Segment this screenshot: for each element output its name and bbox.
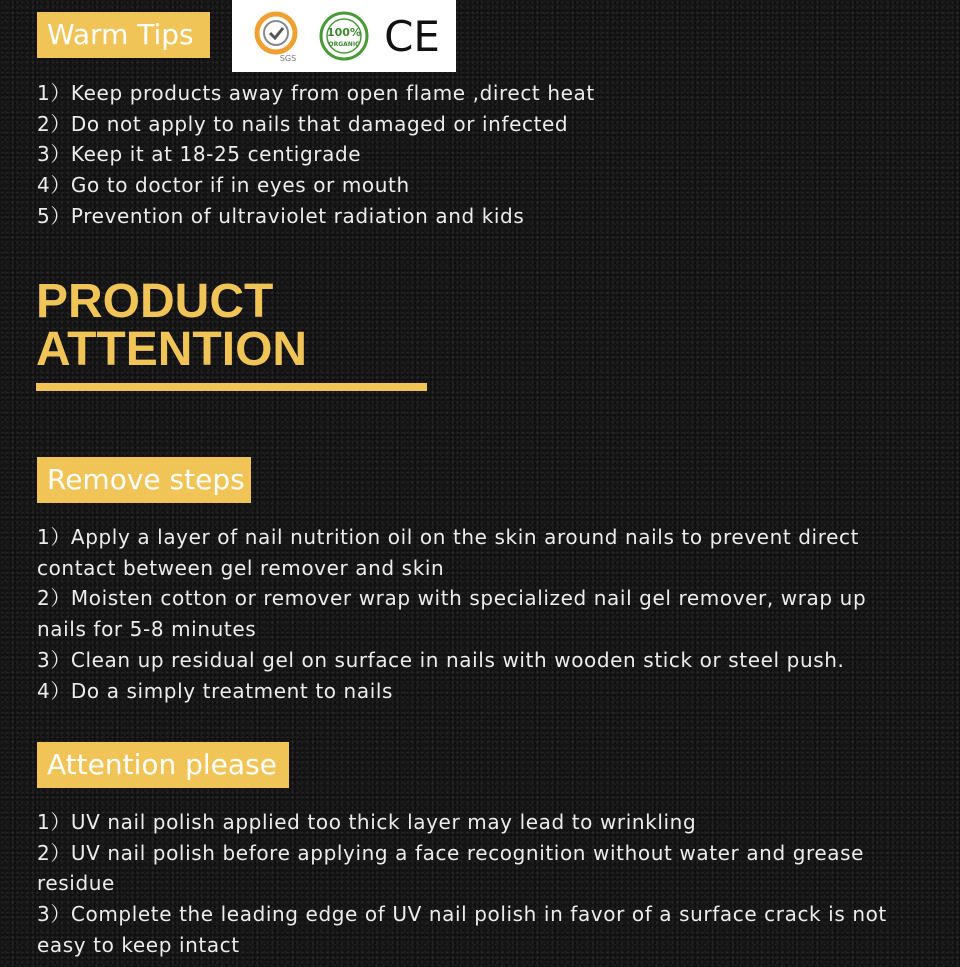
attention-please-label: Attention please xyxy=(37,742,289,788)
ce-text: CE xyxy=(384,12,441,61)
organic-text: ORGANIC xyxy=(328,41,360,48)
attention-line: 3）Complete the leading edge of UV nail polish in favor of a surface crack is not xyxy=(37,902,887,927)
attention-line: easy to keep intact xyxy=(37,932,240,957)
remove-steps-list xyxy=(37,522,866,706)
organic-certification-icon xyxy=(317,9,371,63)
remove-step-line: nails for 5-8 minutes xyxy=(37,617,257,642)
remove-step-line: 4）Do a simply treatment to nails xyxy=(37,678,394,703)
warm-tip-item: 2）Do not apply to nails that damaged or infected xyxy=(37,111,569,136)
remove-steps-label: Remove steps xyxy=(37,457,251,503)
headline-underline xyxy=(36,383,427,391)
warm-tip-item: 1）Keep products away from open flame ,direct heat xyxy=(37,81,595,105)
attention-line: 2）UV nail polish before applying a face recognition without water and grease xyxy=(37,840,865,865)
sgs-text: SGS xyxy=(279,54,296,63)
warm-tips-label: Warm Tips xyxy=(37,12,210,58)
sgs-certification-icon xyxy=(246,9,306,63)
certification-logos xyxy=(232,0,456,72)
remove-step-line: 3）Clean up residual gel on surface in nails with wooden stick or steel push. xyxy=(37,647,845,672)
organic-percent-text: 100% xyxy=(326,26,361,39)
remove-step-line: 2）Moisten cotton or remover wrap with specialized nail gel remover, wrap up xyxy=(37,586,867,611)
remove-step-line: 1）Apply a layer of nail nutrition oil on the skin around nails to prevent direct xyxy=(37,525,860,549)
warm-tip-item: 3）Keep it at 18-25 centigrade xyxy=(37,142,362,167)
headline-line-2: ATTENTION xyxy=(36,323,308,376)
headline-line-1: PRODUCT xyxy=(36,275,274,328)
ce-certification-icon xyxy=(382,9,442,63)
remove-step-line: contact between gel remover and skin xyxy=(37,555,445,580)
warm-tip-item: 4）Go to doctor if in eyes or mouth xyxy=(37,173,410,198)
attention-line: 1）UV nail polish applied too thick layer may lead to wrinkling xyxy=(37,810,697,834)
product-attention-headline xyxy=(36,275,308,376)
warm-tip-item: 5）Prevention of ultraviolet radiation and kids xyxy=(37,203,525,228)
warm-tips-list xyxy=(37,78,595,232)
attention-please-list xyxy=(37,807,887,961)
attention-line: residue xyxy=(37,871,115,896)
